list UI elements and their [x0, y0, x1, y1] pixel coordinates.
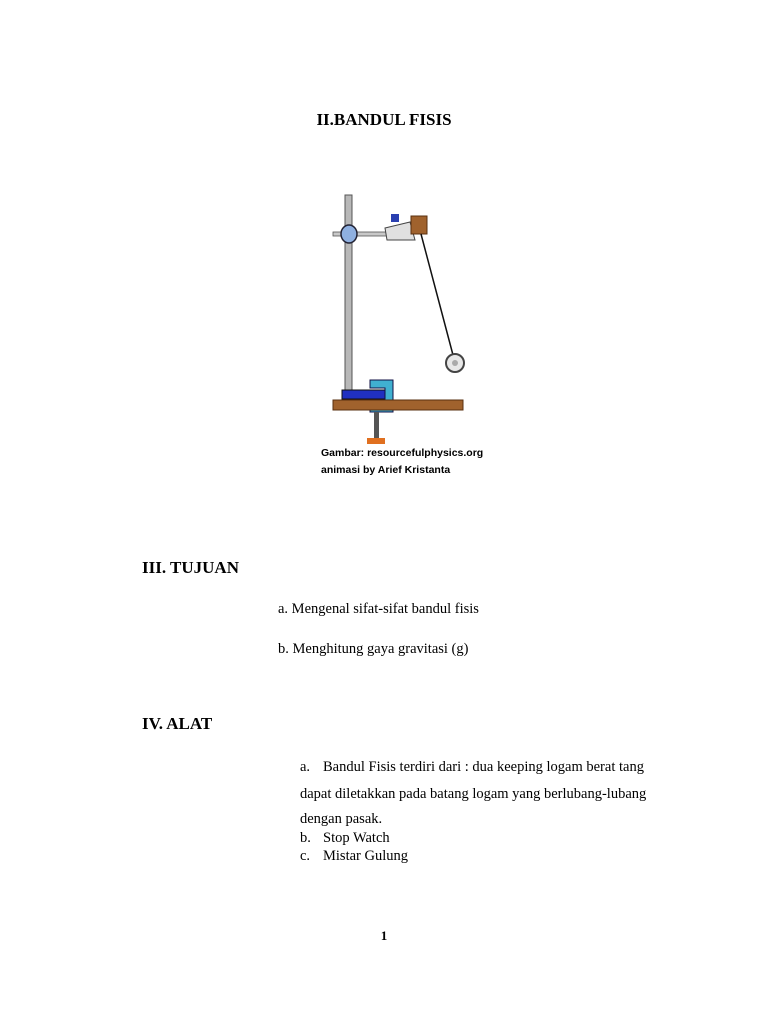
pivot-block — [411, 216, 427, 234]
figure-caption-line2: animasi by Arief Kristanta — [321, 464, 451, 476]
pendulum-illustration — [325, 190, 470, 450]
alat-item-a-line1: Bandul Fisis terdiri dari : dua keeping logam berat tang — [323, 759, 644, 775]
alat-item-c-marker: c. — [300, 848, 311, 864]
alat-item-a-line3: dengan pasak. — [300, 811, 383, 827]
tujuan-item-b: b. Menghitung gaya gravitasi (g) — [278, 641, 469, 657]
page-title: II.BANDUL FISIS — [316, 110, 452, 129]
alat-item-a-marker: a. — [300, 759, 311, 775]
bob-center — [452, 360, 458, 366]
boss-clamp — [341, 225, 357, 243]
alat-heading: IV. ALAT — [142, 714, 213, 733]
bench-board — [333, 400, 463, 410]
tujuan-heading: III. TUJUAN — [142, 558, 239, 577]
alat-item-b-marker: b. — [300, 830, 311, 846]
alat-item-b-text: Stop Watch — [323, 830, 390, 846]
clamp-screw-rod — [374, 412, 379, 438]
figure-caption-line1: Gambar: resourcefulphysics.org — [321, 447, 484, 459]
tujuan-item-a: a. Mengenal sifat-sifat bandul fisis — [278, 601, 479, 617]
alat-item-c-text: Mistar Gulung — [323, 848, 408, 864]
clamp-screw — [391, 214, 399, 222]
alat-item-a-line2: dapat diletakkan pada batang logam yang berlubang-lubang — [300, 786, 647, 802]
clamp-handle — [367, 438, 385, 444]
page-number: 1 — [380, 928, 388, 943]
pendulum-string — [421, 234, 453, 355]
